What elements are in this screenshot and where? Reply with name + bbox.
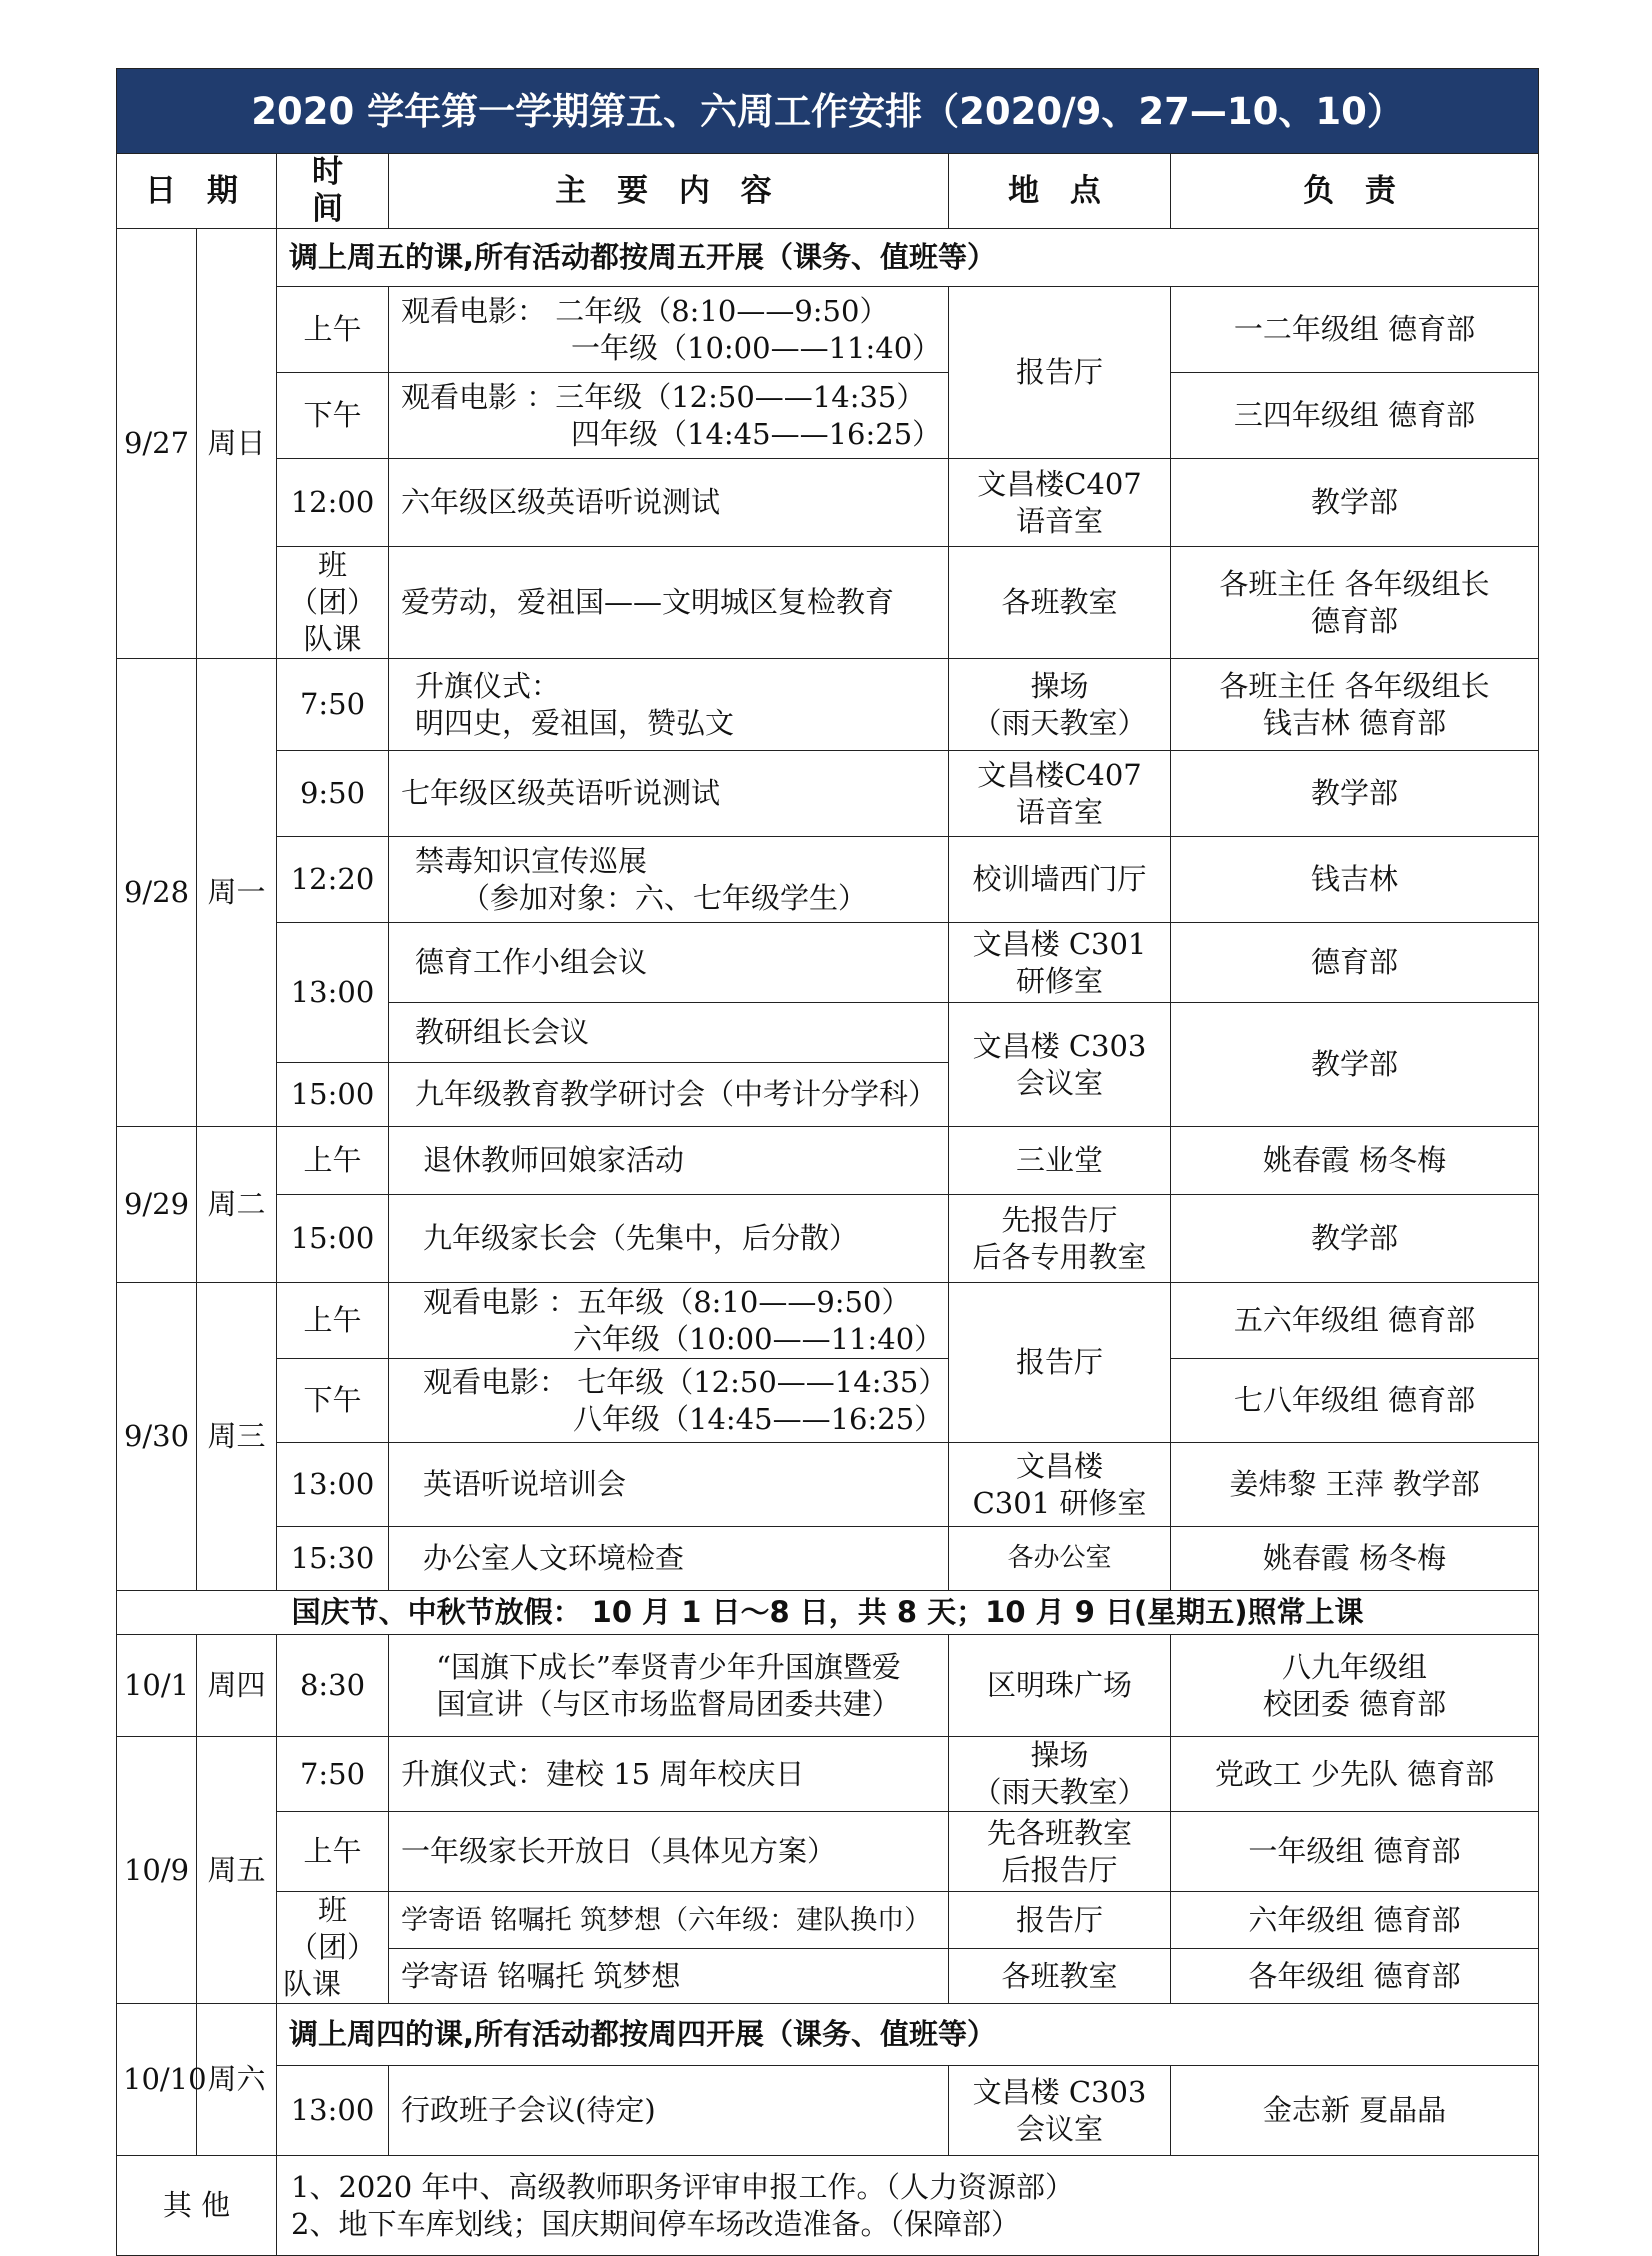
header-place: 地 点 — [949, 154, 1171, 229]
content-cell: 一年级家长开放日（具体见方案） — [389, 1812, 949, 1892]
place-cell: 校训墙西门厅 — [949, 837, 1171, 923]
owner-cell: 六年级组 德育部 — [1171, 1892, 1539, 1949]
owner-cell: 党政工 少先队 德育部 — [1171, 1737, 1539, 1812]
place-cell: 报告厅 — [949, 1892, 1171, 1949]
day-cell: 周日 — [197, 229, 277, 659]
time-cell: 上午 — [277, 1127, 389, 1195]
content-cell: 英语听说培训会 — [389, 1443, 949, 1527]
owner-cell: 七八年级组 德育部 — [1171, 1359, 1539, 1443]
day-cell: 周五 — [197, 1737, 277, 2004]
place-cell: 文昌楼 C303 会议室 — [949, 1003, 1171, 1127]
content-cell: 升旗仪式： 明四史，爱祖国，赞弘文 — [389, 659, 949, 751]
schedule-sheet — [116, 68, 1538, 2256]
content-cell: 观看电影： 二年级（8:10——9:50） 一年级（10:00——11:40） — [389, 287, 949, 373]
content-cell: 学寄语 铭嘱托 筑梦想 — [389, 1949, 949, 2004]
holiday-notice: 国庆节、中秋节放假： 10 月 1 日～8 日，共 8 天；10 月 9 日(星期五)照常上课 — [117, 1591, 1539, 1635]
place-cell: 文昌楼C407 语音室 — [949, 751, 1171, 837]
date-cell: 9/29 — [117, 1127, 197, 1283]
time-cell: 13:00 — [277, 2066, 389, 2156]
day-cell: 周二 — [197, 1127, 277, 1283]
owner-cell: 各班主任 各年级组长 钱吉林 德育部 — [1171, 659, 1539, 751]
owner-cell: 一年级组 德育部 — [1171, 1812, 1539, 1892]
owner-cell: 八九年级组 校团委 德育部 — [1171, 1635, 1539, 1737]
time-cell: 9:50 — [277, 751, 389, 837]
place-cell: 文昌楼 C303 会议室 — [949, 2066, 1171, 2156]
place-cell: 文昌楼 C301 研修室 — [949, 923, 1171, 1003]
time-cell: 13:00 — [277, 1443, 389, 1527]
time-cell: 8:30 — [277, 1635, 389, 1737]
place-cell: 各办公室 — [949, 1527, 1171, 1591]
header-time: 时 间 — [277, 154, 389, 229]
date-cell: 9/30 — [117, 1283, 197, 1591]
owner-cell: 各班主任 各年级组长 德育部 — [1171, 547, 1539, 659]
content-cell: 升旗仪式：建校 15 周年校庆日 — [389, 1737, 949, 1812]
owner-cell: 教学部 — [1171, 751, 1539, 837]
header-owner: 负 责 — [1171, 154, 1539, 229]
date-cell: 9/27 — [117, 229, 197, 659]
owner-cell: 教学部 — [1171, 459, 1539, 547]
owner-cell: 德育部 — [1171, 923, 1539, 1003]
owner-cell: 金志新 夏晶晶 — [1171, 2066, 1539, 2156]
time-cell: 15:30 — [277, 1527, 389, 1591]
place-cell: 区明珠广场 — [949, 1635, 1171, 1737]
owner-cell: 姚春霞 杨冬梅 — [1171, 1127, 1539, 1195]
other-label: 其 他 — [117, 2156, 277, 2256]
notice-row: 调上周五的课,所有活动都按周五开展（课务、值班等） — [277, 229, 1539, 287]
place-cell: 报告厅 — [949, 287, 1171, 459]
owner-cell: 钱吉林 — [1171, 837, 1539, 923]
content-cell: 六年级区级英语听说测试 — [389, 459, 949, 547]
owner-cell: 教学部 — [1171, 1003, 1539, 1127]
place-cell: 文昌楼 C301 研修室 — [949, 1443, 1171, 1527]
date-cell: 10/9 — [117, 1737, 197, 2004]
content-cell: 七年级区级英语听说测试 — [389, 751, 949, 837]
note-2: 2、地下车库划线；国庆期间停车场改造准备。（保障部） — [291, 2206, 1020, 2241]
date-cell: 10/10 — [117, 2004, 197, 2156]
place-cell: 文昌楼C407 语音室 — [949, 459, 1171, 547]
time-cell: 上午 — [277, 287, 389, 373]
day-cell: 周一 — [197, 659, 277, 1127]
time-cell: 班（团） 队课 — [277, 1892, 389, 2004]
time-cell: 7:50 — [277, 1737, 389, 1812]
time-cell: 15:00 — [277, 1063, 389, 1127]
place-cell: 报告厅 — [949, 1283, 1171, 1443]
content-cell: 教研组长会议 — [389, 1003, 949, 1063]
content-cell: 行政班子会议(待定) — [389, 2066, 949, 2156]
time-cell: 上午 — [277, 1283, 389, 1359]
content-cell: 观看电影 ：三年级（12:50——14:35） 四年级（14:45——16:25） — [389, 373, 949, 459]
content-cell: 观看电影 ：五年级（8:10——9:50） 六年级（10:00——11:40） — [389, 1283, 949, 1359]
schedule-table — [116, 68, 1539, 2256]
time-cell: 7:50 — [277, 659, 389, 751]
place-cell: 先报告厅 后各专用教室 — [949, 1195, 1171, 1283]
time-cell: 班（团） 队课 — [277, 547, 389, 659]
day-cell: 周三 — [197, 1283, 277, 1591]
content-cell: 九年级家长会（先集中，后分散） — [389, 1195, 949, 1283]
owner-cell: 姚春霞 杨冬梅 — [1171, 1527, 1539, 1591]
time-cell: 12:20 — [277, 837, 389, 923]
place-cell: 先各班教室 后报告厅 — [949, 1812, 1171, 1892]
content-cell: 九年级教育教学研讨会（中考计分学科） — [389, 1063, 949, 1127]
time-cell: 15:00 — [277, 1195, 389, 1283]
place-cell: 各班教室 — [949, 547, 1171, 659]
page-title: 2020 学年第一学期第五、六周工作安排（2020/9、27—10、10） — [117, 69, 1539, 154]
content-cell: 观看电影： 七年级（12:50——14:35） 八年级（14:45——16:25） — [389, 1359, 949, 1443]
place-cell: 各班教室 — [949, 1949, 1171, 2004]
content-cell: “国旗下成长”奉贤青少年升国旗暨爱 国宣讲（与区市场监督局团委共建） — [389, 1635, 949, 1737]
time-cell: 下午 — [277, 1359, 389, 1443]
day-cell: 周四 — [197, 1635, 277, 1737]
time-cell: 下午 — [277, 373, 389, 459]
other-notes — [277, 2156, 1539, 2256]
owner-cell: 教学部 — [1171, 1195, 1539, 1283]
owner-cell: 各年级组 德育部 — [1171, 1949, 1539, 2004]
date-cell: 10/1 — [117, 1635, 197, 1737]
time-cell: 上午 — [277, 1812, 389, 1892]
time-cell: 12:00 — [277, 459, 389, 547]
content-cell: 禁毒知识宣传巡展 （参加对象：六、七年级学生） — [389, 837, 949, 923]
content-cell: 退休教师回娘家活动 — [389, 1127, 949, 1195]
owner-cell: 一二年级组 德育部 — [1171, 287, 1539, 373]
place-cell: 三业堂 — [949, 1127, 1171, 1195]
header-date: 日 期 — [117, 154, 277, 229]
content-cell: 爱劳动，爱祖国——文明城区复检教育 — [389, 547, 949, 659]
owner-cell: 姜炜黎 王萍 教学部 — [1171, 1443, 1539, 1527]
time-cell: 13:00 — [277, 923, 389, 1063]
header-content: 主 要 内 容 — [389, 154, 949, 229]
owner-cell: 三四年级组 德育部 — [1171, 373, 1539, 459]
notice-row: 调上周四的课,所有活动都按周四开展（课务、值班等） — [277, 2004, 1539, 2066]
content-cell: 办公室人文环境检查 — [389, 1527, 949, 1591]
place-cell: 操场 （雨天教室） — [949, 1737, 1171, 1812]
note-1: 1、2020 年中、高级教师职务评审申报工作。（人力资源部） — [291, 2169, 1074, 2204]
place-cell: 操场 （雨天教室） — [949, 659, 1171, 751]
owner-cell: 五六年级组 德育部 — [1171, 1283, 1539, 1359]
content-cell: 学寄语 铭嘱托 筑梦想（六年级：建队换巾） — [389, 1892, 949, 1949]
date-cell: 9/28 — [117, 659, 197, 1127]
content-cell: 德育工作小组会议 — [389, 923, 949, 1003]
day-cell: 周六 — [197, 2004, 277, 2156]
